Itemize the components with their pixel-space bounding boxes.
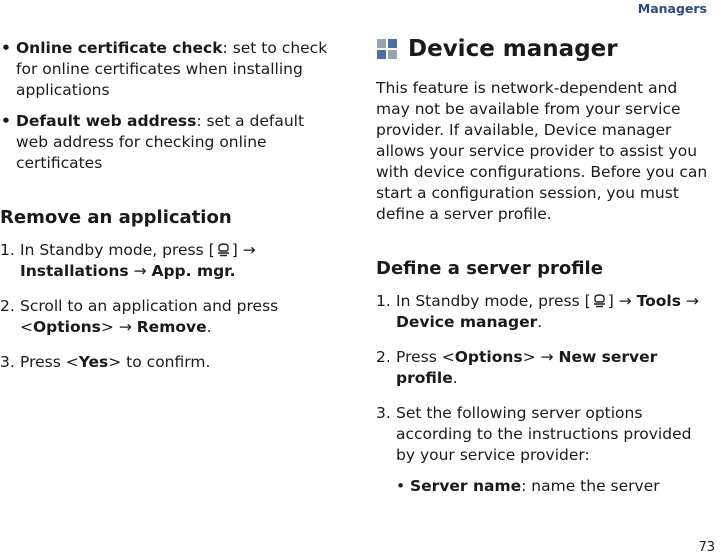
- step-bold: Installations: [20, 262, 129, 280]
- bullet-text: : set to check for online certificates when installing applications: [16, 39, 328, 99]
- device-manager-title-row: [376, 34, 712, 64]
- step-bold: Yes: [78, 353, 109, 371]
- step-number: 1.: [0, 241, 15, 259]
- step-text: →: [128, 262, 152, 280]
- step-text: Set the following server options according to the instructions provided by your service provider:: [396, 404, 692, 464]
- page-number: 73: [698, 540, 715, 555]
- bullet-default-web-address: [0, 111, 330, 174]
- define-step-1: [376, 291, 712, 333]
- menu-key-icon: [591, 292, 608, 309]
- step-number: 3.: [0, 353, 15, 371]
- step-text: Press <: [396, 348, 455, 366]
- step-bold: Tools: [636, 292, 681, 310]
- step-text: →: [680, 292, 699, 310]
- step-bold: New server profile: [396, 348, 658, 387]
- step-bold: Options: [454, 348, 523, 366]
- step-text: ] →: [231, 241, 256, 259]
- step-bold: Device manager: [396, 313, 538, 331]
- menu-key-icon: [215, 241, 232, 258]
- step-text: Scroll to an application and press <: [20, 297, 279, 336]
- device-manager-intro: This feature is network-dependent and may not be available from your service provider. If available, Device manager allows your service provider to assist you with device configurations. Before you can start a configuration session, you must define a server profile.: [376, 79, 708, 223]
- define-step-2: [376, 347, 712, 389]
- step-text: In Standby mode, press [: [396, 292, 591, 310]
- step-text: .: [452, 369, 458, 387]
- remove-application-heading: Remove an application: [0, 207, 232, 228]
- step-bold: Options: [33, 318, 101, 336]
- step-text: > to confirm.: [108, 353, 211, 371]
- define-step-3: [376, 403, 712, 466]
- step-text: ] →: [607, 292, 637, 310]
- right-column: [376, 34, 712, 497]
- section-grid-icon: [376, 38, 398, 60]
- bullet-dot: •: [396, 477, 406, 495]
- define-server-profile-heading: Define a server profile: [376, 258, 603, 279]
- step-text: Press <: [20, 353, 79, 371]
- section-header: Managers: [637, 1, 707, 16]
- step-text: .: [537, 313, 543, 331]
- step-text: > →: [522, 348, 559, 366]
- left-column: [0, 38, 330, 387]
- step-bold: App. mgr.: [151, 262, 236, 280]
- remove-step-1: [0, 240, 330, 282]
- step-number: 3.: [376, 404, 391, 422]
- option-term: Server name: [410, 477, 522, 495]
- bullet-term: Default web address: [16, 112, 197, 130]
- server-name-option: [376, 476, 712, 497]
- step-number: 2.: [376, 348, 391, 366]
- step-number: 1.: [376, 292, 391, 310]
- remove-step-2: [0, 296, 330, 338]
- remove-step-3: [0, 352, 330, 373]
- step-bold: Remove: [136, 318, 207, 336]
- step-text: .: [206, 318, 212, 336]
- bullet-term: Online certificate check: [16, 39, 223, 57]
- device-manager-title: Device manager: [408, 36, 618, 62]
- option-text: : name the server: [521, 477, 660, 495]
- step-text: In Standby mode, press [: [20, 241, 215, 259]
- step-text: > →: [100, 318, 137, 336]
- bullet-text: : set a default web address for checking online certificates: [16, 112, 305, 172]
- step-number: 2.: [0, 297, 15, 315]
- bullet-online-certificate-check: [0, 38, 330, 101]
